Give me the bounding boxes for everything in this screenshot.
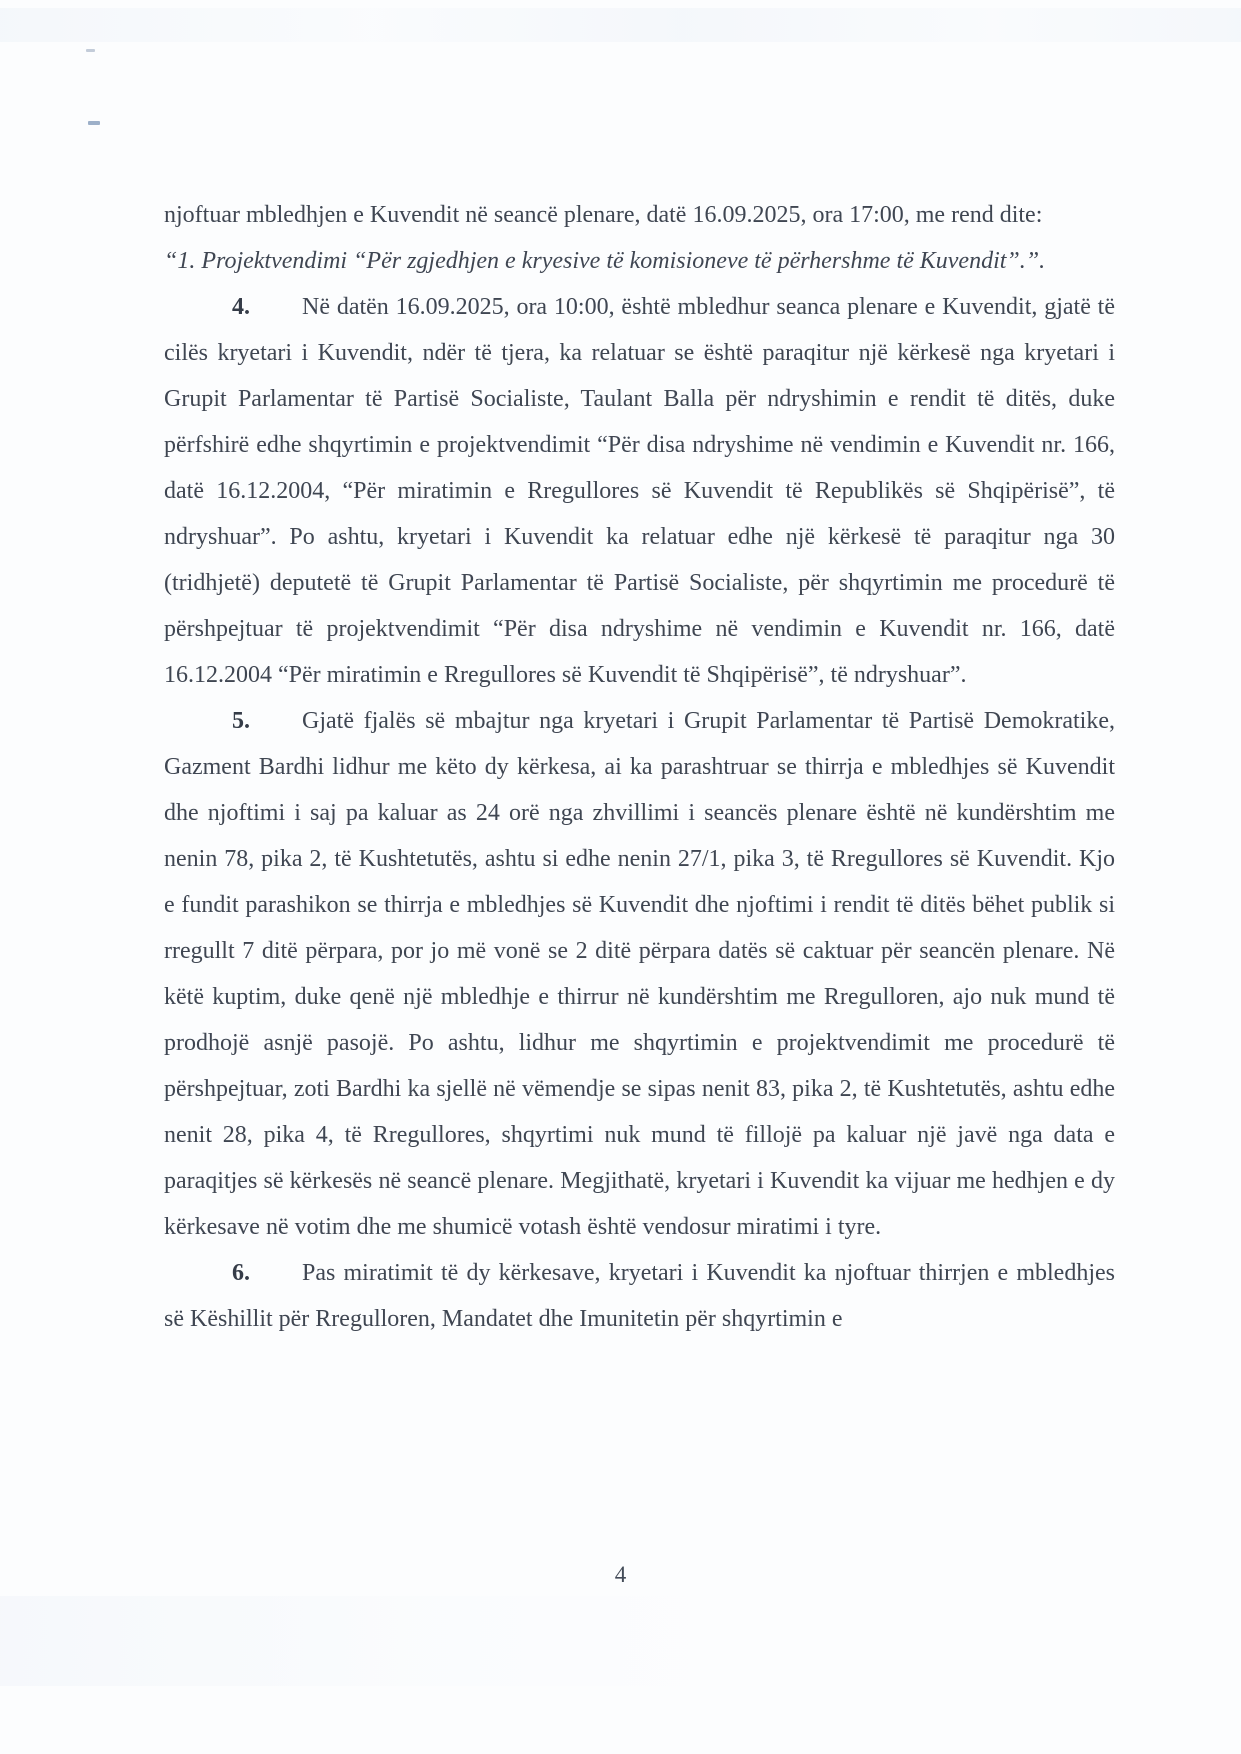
numbered-paragraph-4 <box>164 284 1115 698</box>
continuation-text: njoftuar mbledhjen e Kuvendit në seancë plenare, datë 16.09.2025, ora 17:00, me rend dite: <box>164 202 1043 228</box>
scan-noise-band <box>0 8 1241 42</box>
item-text: Në datën 16.09.2025, ora 10:00, është mbledhur seanca plenare e Kuvendit, gjatë të cilës kryetari i Kuvendit, ndër të tjera, ka relatuar se është paraqitur një kërkesë nga kryetari i Grupit Parlamentar të Partisë Socialiste, Taulant Balla për ndryshimin e rendit të ditës, duke përfshirë edhe shqyrtimin e projektvendimit “Për disa ndryshime në vendimin e Kuvendit nr. 166, datë 16.12.2004, “Për miratimin e Rregullores së Kuvendit të Republikës së Shqipërisë”, të ndryshuar”. Po ashtu, kryetari i Kuvendit ka relatuar edhe një kërkesë të paraqitur nga 30 (tridhjetë) deputetë të Grupit Parlamentar të Partisë Socialiste, për shqyrtimin me procedurë të përshpejtuar të projektvendimit “Për disa ndryshime në vendimin e Kuvendit nr. 166, datë 16.12.2004 “Për miratimin e Rregullores së Kuvendit të Shqipërisë”, të ndryshuar”. <box>164 294 1115 688</box>
item-number: 4. <box>232 294 250 320</box>
scan-artifact-mark <box>88 121 100 125</box>
page-number: 4 <box>614 1562 627 1587</box>
item-number: 6. <box>232 1260 250 1286</box>
item-text: Gjatë fjalës së mbajtur nga kryetari i Grupit Parlamentar të Partisë Demokratike, Gazment Bardhi lidhur me këto dy kërkesa, ai ka parashtruar se thirrja e mbledhjes së Kuvendit dhe njoftimi i saj pa kaluar as 24 orë nga zhvillimi i seancës plenare është në kundërshtim me nenin 78, pika 2, të Kushtetutës, ashtu si edhe nenin 27/1, pika 3, të Rregullores së Kuvendit. Kjo e fundit parashikon se thirrja e mbledhjes së Kuvendit dhe njoftimi i rendit të ditës bëhet publik si rregullt 7 ditë përpara, por jo më vonë se 2 ditë përpara datës së caktuar për seancën plenare. Në këtë kuptim, duke qenë një mbledhje e thirrur në kundërshtim me Rregulloren, ajo nuk mund të prodhojë asnjë pasojë. Po ashtu, lidhur me shqyrtimin e projektvendimit me procedurë të përshpejtuar, zoti Bardhi ka sjellë në vëmendje se sipas nenit 83, pika 2, të Kushtetutës, ashtu edhe nenit 28, pika 4, të Rregullores, shqyrtimi nuk mund të fillojë pa kaluar një javë nga data e paraqitjes së kërkesës në seancë plenare. Megjithatë, kryetari i Kuvendit ka vijuar me hedhjen e dy kërkesave në votim dhe me shumicë votash është vendosur miratimi i tyre. <box>164 708 1115 1240</box>
paragraph-continuation <box>164 192 1115 284</box>
document-body <box>164 192 1115 1342</box>
scan-artifact-mark <box>86 49 95 52</box>
item-number: 5. <box>232 708 250 734</box>
scan-noise-band <box>0 1596 769 1686</box>
agenda-item-quote: “1. Projektvendimi “Për zgjedhjen e kryesive të komisioneve të përhershme të Kuvendit”.”. <box>164 248 1046 274</box>
numbered-paragraph-6 <box>164 1250 1115 1342</box>
numbered-paragraph-5 <box>164 698 1115 1250</box>
item-text: Pas miratimit të dy kërkesave, kryetari i Kuvendit ka njoftuar thirrjen e mbledhjes së Këshillit për Rregulloren, Mandatet dhe Imunitetin për shqyrtimin e <box>164 1260 1115 1332</box>
